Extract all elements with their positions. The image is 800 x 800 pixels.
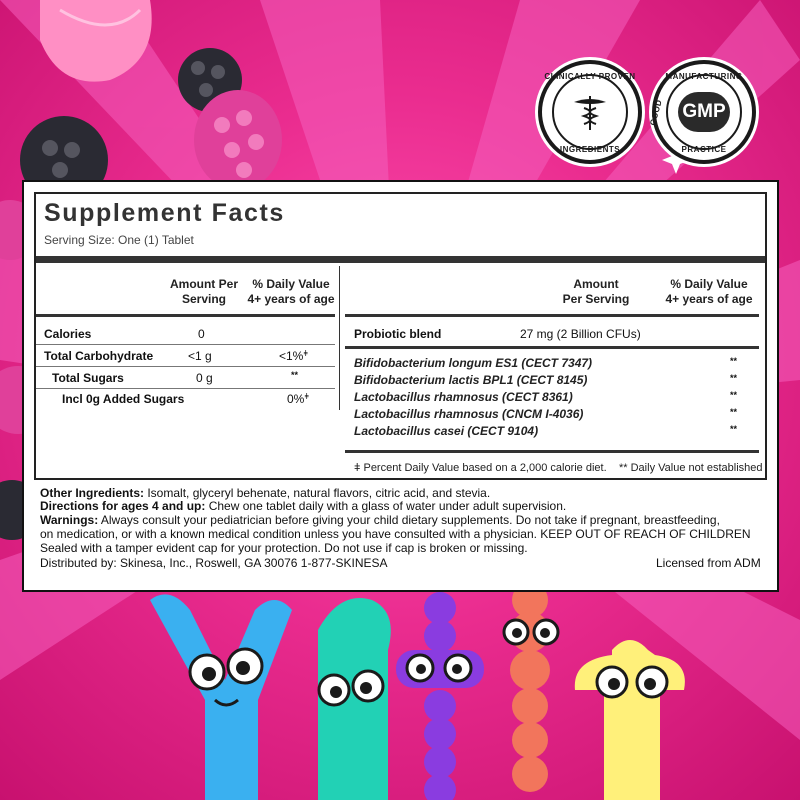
badge-text-bottom: INGREDIENTS	[559, 145, 621, 154]
warnings	[40, 514, 720, 528]
label-panel	[22, 180, 779, 592]
header-divider-left	[36, 314, 335, 317]
gmp-label: GMP	[678, 92, 730, 132]
dv-value: 0%	[287, 392, 305, 406]
strain-dv: **	[730, 373, 738, 383]
blue-probiotic-character	[150, 594, 292, 800]
strain-name: Lactobacillus rhamnosus (CECT 8361)	[354, 390, 573, 404]
right-amount-header: Amount Per Serving	[562, 277, 630, 306]
badge-text-top: CLINICALLY PROVEN	[544, 72, 636, 81]
strain-name: Lactobacillus rhamnosus (CNCM I-4036)	[354, 407, 584, 421]
dagger-mark: ǂ	[303, 349, 309, 358]
gmp-text-left: GOOD	[648, 98, 664, 127]
warnings-continued: on medication, or with a known medical condition unless you have consulted with a physician. KEEP OUT OF REACH OF CHILDREN	[40, 527, 751, 541]
purple-probiotic-character	[396, 592, 484, 800]
sealed-notice: Sealed with a tamper evident cap for your protection. Do not use if cap is broken or missing.	[40, 541, 528, 555]
directions-label: Directions for ages 4 and up:	[40, 499, 206, 513]
row-amount-total-sugars: 0 g	[196, 371, 213, 385]
strain-dv: **	[730, 407, 738, 417]
row-name-carbohydrate: Total Carbohydrate	[44, 349, 154, 363]
supplement-facts-table	[34, 192, 767, 480]
footnote-percent-dv: ǂ Percent Daily Value based on a 2,000 calorie diet.	[354, 462, 607, 474]
caduceus-icon	[552, 74, 628, 150]
warnings-label: Warnings:	[40, 513, 99, 527]
row-amount-calories: 0	[198, 327, 205, 341]
strain-dv: **	[730, 356, 738, 366]
gmp-badge	[648, 60, 756, 164]
dagger-mark: ǂ	[304, 392, 310, 401]
strain-name: Bifidobacterium lactis BPL1 (CECT 8145)	[354, 373, 588, 387]
other-ingredients-label: Other Ingredients:	[40, 486, 145, 500]
clinically-proven-badge	[538, 60, 642, 164]
row-divider	[36, 388, 335, 389]
directions-text: Chew one tablet daily with a glass of water under adult supervision.	[205, 499, 567, 513]
row-dv-added-sugars	[287, 392, 309, 406]
row-name-total-sugars: Total Sugars	[52, 371, 124, 385]
blend-amount: 27 mg (2 Billion CFUs)	[520, 327, 641, 341]
row-dv-carbohydrate	[279, 349, 308, 363]
green-probiotic-character	[318, 598, 391, 800]
strain-dv: **	[730, 390, 738, 400]
gmp-text-top: MANUFACTURING	[665, 72, 743, 81]
row-dv-total-sugars: **	[291, 370, 299, 380]
thick-divider	[36, 256, 765, 263]
row-name-calories: Calories	[44, 327, 92, 341]
footnote-not-established: ** Daily Value not established	[619, 462, 763, 474]
strain-name: Bifidobacterium longum ES1 (CECT 7347)	[354, 356, 593, 370]
row-name-added-sugars: Incl 0g Added Sugars	[62, 392, 185, 406]
row-amount-carbohydrate: <1 g	[188, 349, 212, 363]
blend-name: Probiotic blend	[354, 327, 442, 341]
left-dv-header: % Daily Value 4+ years of age	[247, 277, 335, 306]
warnings-text: Always consult your pediatrician before giving your child dietary supplements. Do not take if pregnant, breastfeeding,	[98, 513, 720, 527]
row-divider	[36, 366, 335, 367]
license-note: Licensed from ADM	[656, 556, 761, 570]
right-dv-header: % Daily Value 4+ years of age	[665, 277, 753, 306]
other-ingredients-text: Isomalt, glyceryl behenate, natural flavors, citric acid, and stevia.	[144, 486, 491, 500]
left-amount-header: Amount Per Serving	[169, 277, 238, 306]
gmp-center	[666, 74, 742, 150]
serving-size: Serving Size: One (1) Tablet	[44, 233, 194, 247]
dv-value: <1%	[279, 349, 304, 363]
orange-probiotic-character	[504, 582, 558, 792]
strain-dv: **	[730, 424, 738, 434]
distributor: Distributed by: Skinesa, Inc., Roswell, GA 30076 1-877-SKINESA	[40, 556, 388, 570]
blend-divider	[345, 346, 759, 349]
strain-name: Lactobacillus casei (CECT 9104)	[354, 424, 539, 438]
gmp-text-bottom: PRACTICE	[681, 145, 727, 154]
footnote-divider	[345, 450, 759, 453]
facts-title: Supplement Facts	[44, 199, 285, 227]
directions	[40, 500, 566, 514]
header-divider-right	[345, 314, 759, 317]
row-divider	[36, 344, 335, 345]
yellow-probiotic-character	[575, 640, 685, 800]
